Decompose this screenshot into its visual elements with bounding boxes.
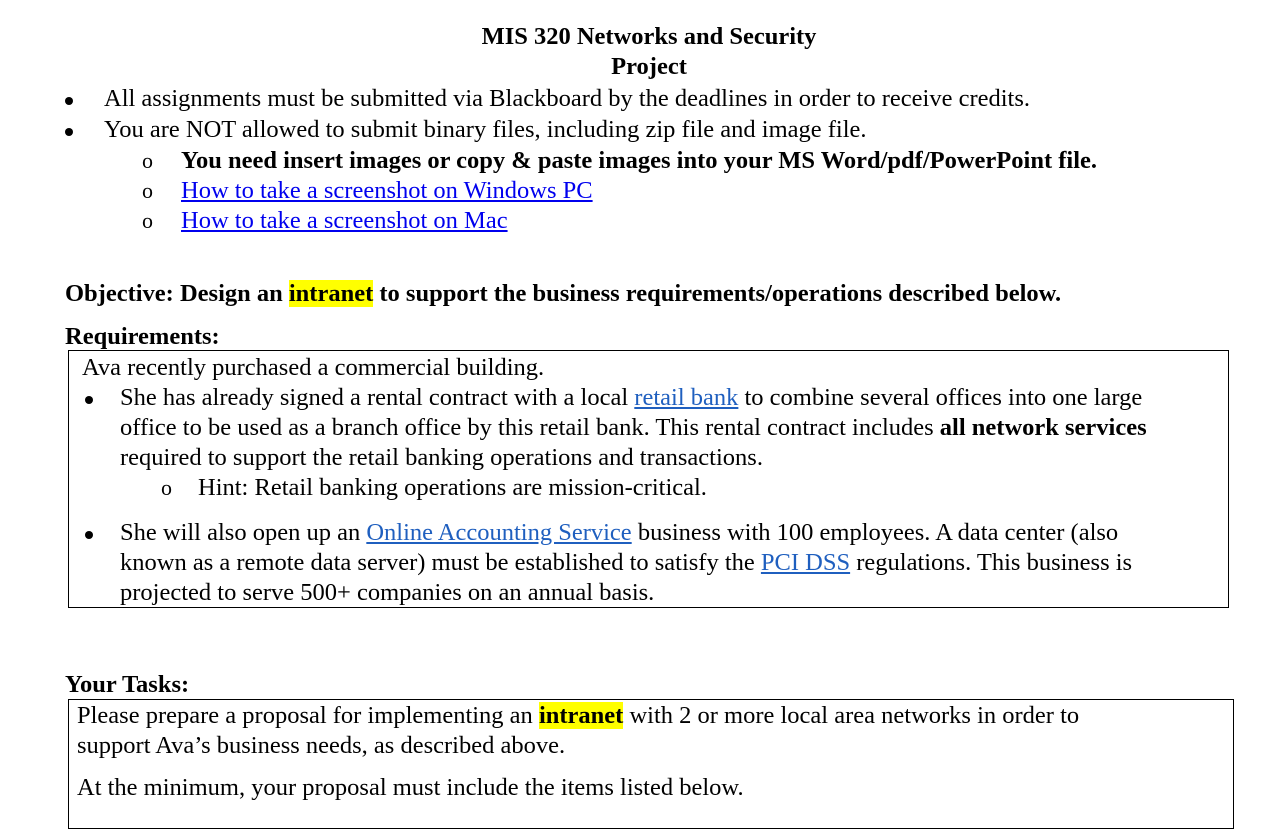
bullet-icon	[65, 128, 73, 136]
all-network-services-bold: all network services	[939, 414, 1147, 441]
submission-rules-list	[0, 84, 1260, 236]
requirements-box	[68, 350, 1229, 608]
tasks-heading: Your Tasks:	[65, 671, 190, 698]
pci-dss-link[interactable]: PCI DSS	[760, 549, 851, 576]
tasks-line-1: Please prepare a proposal for implementing an intranet with 2 or more local area networks in order to	[77, 702, 1080, 729]
tasks-highlight: intranet	[538, 702, 624, 729]
tasks-line-2: support Ava’s business needs, as described above.	[77, 732, 566, 759]
mac-screenshot-link[interactable]: How to take a screenshot on Mac	[181, 207, 508, 234]
project-subtitle: Project	[611, 53, 687, 80]
requirement-1-line-1: She has already signed a rental contract with a local retail bank to combine several offices into one large	[120, 384, 1143, 411]
course-title: MIS 320 Networks and Security	[481, 23, 817, 50]
requirement-1-hint: Hint: Retail banking operations are mission-critical.	[198, 474, 707, 501]
requirement-2-line-2: known as a remote data server) must be established to satisfy the PCI DSS regulations. This business is	[120, 549, 1133, 576]
list-item	[0, 115, 1260, 146]
list-item	[0, 206, 1260, 236]
list-item	[0, 146, 1260, 176]
rule-text-bold: You need insert images or copy & paste images into your MS Word/pdf/PowerPoint file.	[181, 147, 1097, 174]
windows-screenshot-link[interactable]: How to take a screenshot on Windows PC	[181, 177, 593, 204]
objective-suffix: to support the business requirements/operations described below.	[373, 280, 1062, 307]
circle-bullet-icon: o	[142, 148, 153, 173]
tasks-box	[68, 699, 1234, 829]
requirements-heading: Requirements:	[65, 323, 220, 350]
bullet-icon	[85, 396, 93, 404]
circle-bullet-icon: o	[142, 178, 153, 203]
bullet-icon	[85, 531, 93, 539]
list-item	[0, 84, 1260, 115]
requirement-1-line-2: office to be used as a branch office by this retail bank. This rental contract includes all network services	[120, 414, 1147, 441]
objective-prefix: Objective: Design an	[65, 280, 289, 307]
online-accounting-service-link[interactable]: Online Accounting Service	[366, 519, 632, 546]
circle-bullet-icon: o	[142, 208, 153, 233]
requirements-intro: Ava recently purchased a commercial building.	[82, 354, 545, 381]
document-title-block	[0, 22, 1270, 82]
tasks-line-3: At the minimum, your proposal must include the items listed below.	[77, 774, 744, 801]
objective-statement	[65, 279, 1061, 309]
bullet-icon	[65, 97, 73, 105]
requirement-2-line-3: projected to serve 500+ companies on an annual basis.	[120, 579, 655, 606]
requirement-2-line-1: She will also open up an Online Accounting Service business with 100 employees. A data center (also	[120, 519, 1119, 546]
requirement-1-line-3: required to support the retail banking operations and transactions.	[120, 444, 763, 471]
list-item	[0, 176, 1260, 206]
circle-bullet-icon: o	[161, 475, 172, 500]
rule-text: All assignments must be submitted via Blackboard by the deadlines in order to receive credits.	[104, 85, 1030, 112]
rule-text: You are NOT allowed to submit binary files, including zip file and image file.	[104, 116, 867, 143]
retail-bank-link[interactable]: retail bank	[634, 384, 739, 411]
objective-highlight: intranet	[288, 280, 374, 307]
